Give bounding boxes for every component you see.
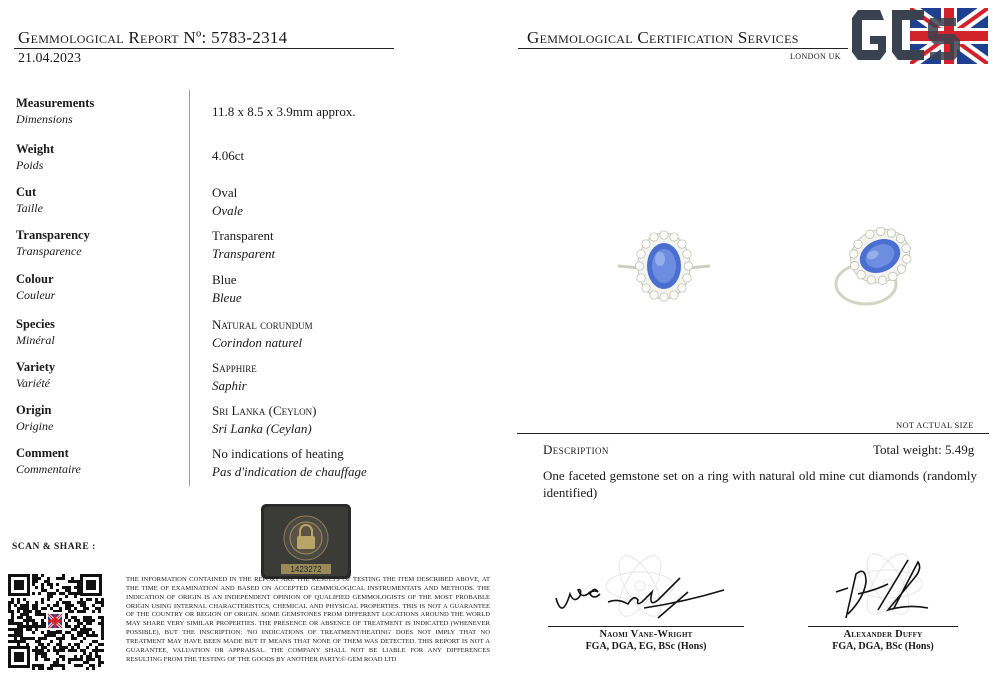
property-colour bbox=[16, 272, 496, 312]
signatory-credentials: FGA, DGA, BSc (Hons) bbox=[832, 641, 934, 652]
property-value: 4.06ct bbox=[212, 148, 245, 163]
property-label: Measurements bbox=[16, 96, 95, 110]
sapphire-ring-front-photo bbox=[618, 224, 710, 308]
property-label-fr: Dimensions bbox=[16, 112, 73, 126]
property-label: Transparency bbox=[16, 228, 90, 242]
property-measurements bbox=[16, 96, 496, 136]
report-date: 21.04.2023 bbox=[18, 51, 81, 66]
property-label-fr: Couleur bbox=[16, 288, 56, 302]
organisation-city: LONDON UK bbox=[790, 52, 841, 61]
header-rule-left bbox=[14, 48, 394, 49]
signatory-name: Alexander Duffy bbox=[843, 629, 923, 640]
description-text: One faceted gemstone set on a ring with natural old mine cut diamonds (randomly identified) bbox=[543, 468, 977, 500]
sapphire-ring-side-photo bbox=[828, 220, 920, 312]
property-value: No indications of heating bbox=[212, 446, 344, 461]
signature-rule bbox=[808, 626, 958, 627]
property-label-fr: Poids bbox=[16, 158, 44, 172]
property-label-fr: Transparence bbox=[16, 244, 82, 258]
property-value: Oval bbox=[212, 185, 238, 200]
signature-alexander-duffy bbox=[818, 548, 958, 628]
property-value-fr: Bleue bbox=[212, 290, 242, 305]
property-comment bbox=[16, 446, 496, 486]
signature-rule bbox=[548, 626, 744, 627]
property-label: Origin bbox=[16, 403, 52, 417]
property-label: Weight bbox=[16, 142, 55, 156]
property-species bbox=[16, 317, 496, 357]
property-variety bbox=[16, 360, 496, 400]
property-label: Species bbox=[16, 317, 55, 331]
report-title: Gemmological Report Nº: 5783-2314 bbox=[18, 28, 288, 47]
property-value-fr: Pas d'indication de chauffage bbox=[212, 464, 367, 479]
property-label: Colour bbox=[16, 272, 54, 286]
property-label: Variety bbox=[16, 360, 56, 374]
scan-share-label: SCAN & SHARE : bbox=[12, 542, 96, 552]
property-value: Transparent bbox=[212, 228, 274, 243]
not-actual-size-note: NOT ACTUAL SIZE bbox=[896, 420, 974, 430]
property-label: Cut bbox=[16, 185, 37, 199]
property-value-fr: Saphir bbox=[212, 378, 247, 393]
property-value-fr: Sri Lanka (Ceylan) bbox=[212, 421, 312, 436]
property-cut bbox=[16, 185, 496, 225]
property-value-fr: Transparent bbox=[212, 246, 276, 261]
property-origin bbox=[16, 403, 496, 443]
signature-naomi-vane-wright bbox=[548, 548, 748, 628]
property-value: Sapphire bbox=[212, 360, 257, 375]
property-value: 11.8 x 8.5 x 3.9mm approx. bbox=[212, 104, 356, 119]
property-value: Sri Lanka (Ceylon) bbox=[212, 403, 317, 418]
gcs-union-jack-logo bbox=[850, 4, 990, 66]
organisation-name: Gemmological Certification Services bbox=[527, 28, 799, 47]
property-label-fr: Commentaire bbox=[16, 462, 81, 476]
property-label-fr: Origine bbox=[16, 419, 54, 433]
property-transparency bbox=[16, 228, 496, 268]
signatory-credentials: FGA, DGA, EG, BSc (Hons) bbox=[585, 641, 707, 652]
property-label-fr: Minéral bbox=[16, 333, 55, 347]
signatory-name: Naomi Vane-Wright bbox=[599, 629, 693, 640]
property-label: Comment bbox=[16, 446, 69, 460]
description-rule bbox=[517, 433, 989, 434]
property-value-fr: Ovale bbox=[212, 203, 244, 218]
total-weight: Total weight: 5.49g bbox=[873, 442, 975, 457]
property-value-fr: Corindon naturel bbox=[212, 335, 303, 350]
property-value: Blue bbox=[212, 272, 237, 287]
property-label-fr: Variété bbox=[16, 376, 50, 390]
description-heading: Description bbox=[543, 442, 609, 457]
legal-disclaimer: THE INFORMATION CONTAINED IN THE REPORT ARE THE RESULTS OF TESTING THE ITEM DESCRIBED ABOVE, AT THE TIME OF EXAMINATION AND BASED ON ACCEPTED GEMMOLOGICAL INSTRUMENTATS AND METHODS. THE INDICATION OF ORIGIN IS AN INDEPENDENT OPINION OF QUALIFIED GEMMOLOGISTS OF THE MOST PROBABLE ORIGIN USING INTERNAL CHARACTERISTICS, CHEMICAL AND PHYSICAL PROPERTIES. THIS IS NOT A GUARANTEE OF THE COUNTRY OR REGION OF ORIGIN. SOME GEMSTONES FROM DIFFERENT LOCATIONS AROUND THE WORLD MAY SHARE VERY SIMILAR PROPERTIES. THE PRESENCE OR ABSENCE OF TREATMENT IS INDICATED (WHENEVER POSSIBLE), BUT THE INSCRIPTION: 'NO INDICATIONS OF TREATMENT/HEATING' DOES NOT IMPLY THAT NO TREATMENT MAY HAVE BEEN MADE BUT IT MEANS THAT NONE OF THEM WAS DETECTED. THIS REPORT IS NOT A GUARANTEE, VALUATION OR APPRAISAL. THE COMPANY SHALL NOT BE LIABLE FOR ANY DIFFERENCES RESULTING FROM THE TESTING OF THE GOODS BY ANOTHER PARTY.© GEM ROAD LTD bbox=[126, 576, 490, 663]
property-label-fr: Taille bbox=[16, 201, 43, 215]
seal-number: 1423272 bbox=[290, 565, 322, 574]
secure-document-hologram-seal bbox=[261, 504, 351, 579]
qr-code[interactable] bbox=[6, 572, 104, 670]
header-rule-right bbox=[518, 48, 848, 49]
property-value: Natural corundum bbox=[212, 317, 313, 332]
property-weight bbox=[16, 142, 496, 182]
